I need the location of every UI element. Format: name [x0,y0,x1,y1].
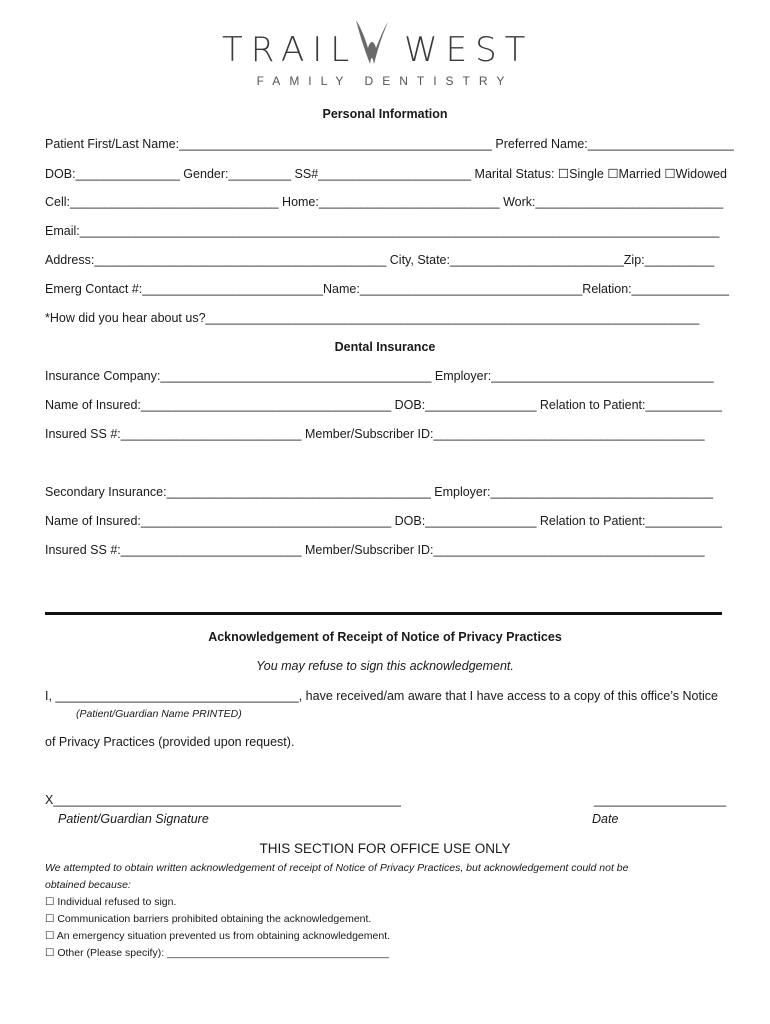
checkbox-emergency[interactable]: ☐ An emergency situation prevented us from obtaining acknowledgement. [45,930,391,942]
date-line[interactable]: ___________________ [594,793,727,807]
checkbox-other[interactable]: ☐ Other (Please specify): ______________________________________ [45,947,389,959]
section-divider [45,612,722,615]
signature-caption: Patient/Guardian Signature [58,812,209,826]
insured-name-field[interactable]: Name of Insured:____________________________________ DOB:________________ Relation to Patient:___________ [45,398,722,412]
privacy-heading: Acknowledgement of Receipt of Notice of Privacy Practices [208,630,562,644]
office-intro-line-1: We attempted to obtain written acknowledgement of receipt of Notice of Privacy Practices, but acknowledgement could not be [45,862,629,874]
logo-word-left: TRAIL [222,30,358,70]
acknowledgement-statement[interactable]: I, ___________________________________, have received/am aware that I have access to a copy of this office’s Notice [45,689,718,703]
office-use-heading: THIS SECTION FOR OFFICE USE ONLY [259,841,511,856]
checkbox-communication-barriers[interactable]: ☐ Communication barriers prohibited obtaining the acknowledgement. [45,913,372,925]
name-printed-caption: (Patient/Guardian Name PRINTED) [76,708,242,720]
office-intro-line-2: obtained because: [45,879,131,891]
secondary-insured-name-field[interactable]: Name of Insured:____________________________________ DOB:________________ Relation to Patient:___________ [45,514,722,528]
insurance-company-field[interactable]: Insurance Company:_______________________________________ Employer:________________________________ [45,369,714,383]
secondary-insured-ss-field[interactable]: Insured SS #:__________________________ Member/Subscriber ID:_______________________________________ [45,543,705,557]
signature-line[interactable]: X__________________________________________________ [45,793,401,807]
insured-ss-field[interactable]: Insured SS #:__________________________ Member/Subscriber ID:_______________________________________ [45,427,705,441]
tooth-icon [352,18,392,70]
email-field[interactable]: Email:____________________________________________________________________________________________ [45,224,720,238]
acknowledgement-statement-end: of Privacy Practices (provided upon request). [45,735,295,749]
date-caption: Date [592,812,619,826]
phone-fields[interactable]: Cell:______________________________ Home:__________________________ Work:___________________________ [45,195,724,209]
logo [0,30,770,70]
name-field[interactable]: Patient First/Last Name:_____________________________________________ Preferred Name:_____________________ [45,137,734,151]
refuse-note: You may refuse to sign this acknowledgement. [256,659,514,673]
dob-gender-ss-marital-field[interactable]: DOB:_______________ Gender:_________ SS#______________________ Marital Status: ☐Single ☐Married ☐Widowed [45,167,728,181]
secondary-insurance-field[interactable]: Secondary Insurance:______________________________________ Employer:________________________________ [45,485,713,499]
address-field[interactable]: Address:__________________________________________ City, State:_________________________Zip:__________ [45,253,715,267]
logo-word-right: WEST [404,30,534,70]
emergency-contact-field[interactable]: Emerg Contact #:__________________________Name:________________________________Relation:______________ [45,282,729,296]
personal-info-heading: Personal Information [322,107,448,121]
logo-subtitle: FAMILY DENTISTRY [256,74,514,88]
dental-insurance-heading: Dental Insurance [334,340,436,354]
checkbox-refused[interactable]: ☐ Individual refused to sign. [45,896,177,908]
referral-field[interactable]: *How did you hear about us?_______________________________________________________________________ [45,311,700,325]
